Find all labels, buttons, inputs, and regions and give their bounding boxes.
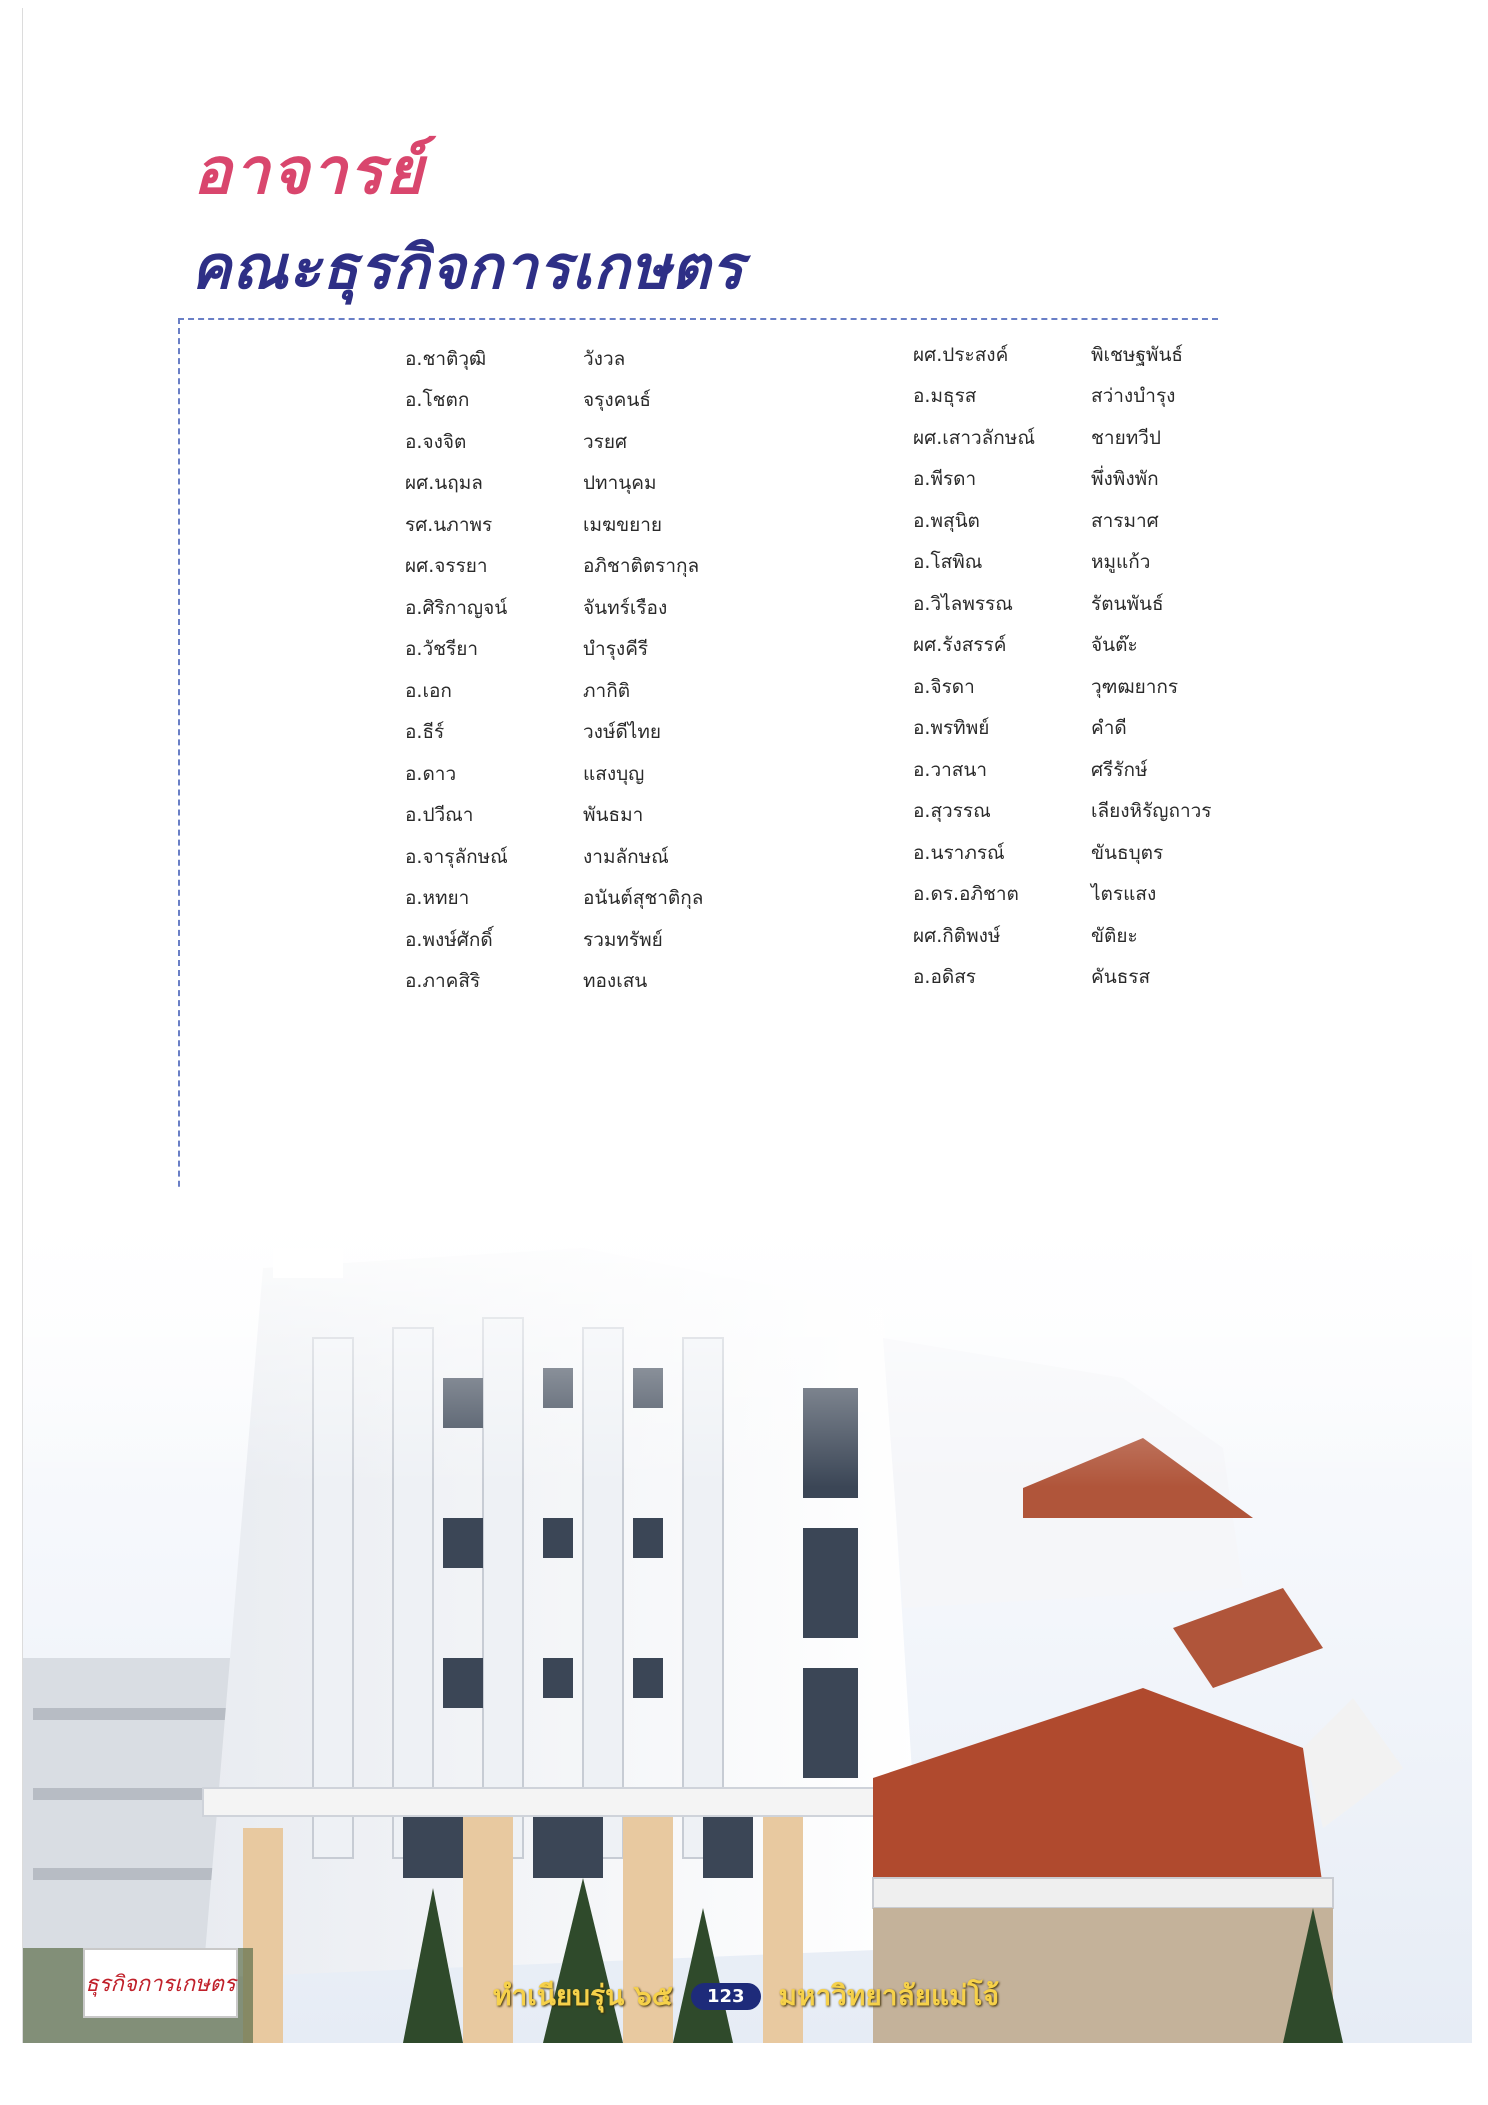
footer-class-label: ทำเนียบรุ่น ๖๕ <box>493 1979 673 2012</box>
staff-last-name: ปทานุคม <box>583 472 657 495</box>
staff-row <box>405 961 783 1003</box>
staff-last-name: งามลักษณ์ <box>583 845 669 868</box>
staff-row <box>405 878 783 920</box>
staff-last-name: ทองเสน <box>583 970 648 993</box>
staff-last-name: สว่างบำรุง <box>1091 385 1176 408</box>
building-photo <box>23 1188 1472 2043</box>
staff-row <box>913 915 1291 957</box>
staff-last-name: ศรีรักษ์ <box>1091 758 1148 781</box>
staff-row <box>405 712 783 754</box>
staff-first-name: ผศ.เสาวลักษณ์ <box>913 426 1035 449</box>
staff-last-name: วรยศ <box>583 430 628 453</box>
staff-first-name: อ.ภาคสิริ <box>405 970 481 993</box>
footer-university-label: มหาวิทยาลัยแม่โจ้ <box>778 1979 1000 2012</box>
staff-last-name: วังวล <box>583 347 626 370</box>
staff-row <box>913 708 1291 750</box>
staff-first-name: อ.เอก <box>405 679 452 702</box>
staff-last-name: เมฆขยาย <box>583 513 663 536</box>
staff-first-name: อ.ดาว <box>405 762 457 785</box>
staff-row <box>405 421 783 463</box>
staff-row <box>913 459 1291 501</box>
staff-first-name: ผศ.จรรยา <box>405 555 488 578</box>
staff-row <box>913 625 1291 667</box>
staff-row <box>913 542 1291 584</box>
staff-last-name: จรุงคนธ์ <box>583 389 651 412</box>
staff-first-name: ผศ.นฤมล <box>405 472 483 495</box>
staff-row <box>405 587 783 629</box>
staff-last-name: อนันต์สุชาติกุล <box>583 887 704 910</box>
staff-first-name: อ.ดร.อภิชาต <box>913 883 1019 906</box>
staff-last-name: บำรุงคีรี <box>583 638 649 661</box>
staff-row <box>405 546 783 588</box>
staff-first-name: อ.โสพิณ <box>913 551 983 574</box>
staff-first-name: อ.จารุลักษณ์ <box>405 845 508 868</box>
staff-first-name: รศ.นภาพร <box>405 513 493 536</box>
staff-row <box>405 795 783 837</box>
staff-row <box>405 836 783 878</box>
staff-first-name: อ.อดิสร <box>913 966 977 989</box>
staff-row <box>405 919 783 961</box>
staff-first-name: อ.ชาติวุฒิ <box>405 347 487 370</box>
staff-last-name: รวมทรัพย์ <box>583 928 663 951</box>
staff-list-right <box>913 334 1291 998</box>
staff-first-name: อ.ธีร์ <box>405 721 445 744</box>
staff-first-name: ผศ.ประสงค์ <box>913 343 1009 366</box>
staff-list-left <box>405 338 783 1002</box>
staff-last-name: ขันธบุตร <box>1091 841 1164 864</box>
staff-last-name: ไตรแสง <box>1091 883 1157 906</box>
staff-first-name: อ.วิไลพรรณ <box>913 592 1013 615</box>
page-number-badge: 123 <box>691 1983 761 2010</box>
staff-last-name: แสงบุญ <box>583 762 645 785</box>
staff-row <box>913 791 1291 833</box>
staff-first-name: อ.พรทิพย์ <box>913 717 990 740</box>
staff-row <box>405 338 783 380</box>
staff-last-name: หมูแก้ว <box>1091 551 1151 574</box>
page-title-line1: อาจารย์ <box>193 134 425 209</box>
staff-row <box>405 670 783 712</box>
staff-last-name: พึ่งพิงพัก <box>1091 468 1159 491</box>
staff-first-name: อ.พีรดา <box>913 468 977 491</box>
staff-row <box>913 832 1291 874</box>
faculty-sign: ธุรกิจการเกษตร <box>83 1948 238 2018</box>
staff-first-name: ผศ.รังสรรค์ <box>913 634 1007 657</box>
staff-row <box>913 334 1291 376</box>
staff-first-name: อ.วาสนา <box>913 758 988 781</box>
staff-last-name: วงษ์ดีไทย <box>583 721 662 744</box>
staff-last-name: คันธรส <box>1091 966 1151 989</box>
staff-first-name: อ.นราภรณ์ <box>913 841 1005 864</box>
staff-last-name: พิเชษฐพันธ์ <box>1091 343 1184 366</box>
staff-row <box>913 583 1291 625</box>
staff-last-name: วุฑฒยากร <box>1091 675 1179 698</box>
staff-last-name: พันธมา <box>583 804 644 827</box>
staff-row <box>913 666 1291 708</box>
staff-first-name: ผศ.กิติพงษ์ <box>913 924 1001 947</box>
staff-last-name: ภากิติ <box>583 679 631 702</box>
staff-first-name: อ.จิรดา <box>913 675 975 698</box>
staff-row <box>913 874 1291 916</box>
staff-row <box>913 957 1291 999</box>
staff-last-name: จันต๊ะ <box>1091 634 1138 657</box>
staff-row <box>405 753 783 795</box>
staff-last-name: ขัติยะ <box>1091 924 1138 947</box>
staff-first-name: อ.สุวรรณ <box>913 800 991 823</box>
staff-first-name: อ.หทยา <box>405 887 470 910</box>
staff-first-name: อ.ปวีณา <box>405 804 474 827</box>
staff-first-name: อ.จงจิต <box>405 430 467 453</box>
staff-row <box>405 504 783 546</box>
staff-last-name: เลียงหิรัญถาวร <box>1091 800 1212 823</box>
staff-row <box>913 376 1291 418</box>
staff-row <box>405 629 783 671</box>
staff-row <box>913 500 1291 542</box>
staff-first-name: อ.พงษ์ศักดิ์ <box>405 928 493 951</box>
dashed-divider-horizontal <box>178 318 1218 320</box>
page-title-line2: คณะธุรกิจการเกษตร <box>191 233 745 303</box>
staff-last-name: ชายทวีป <box>1091 426 1161 449</box>
staff-last-name: รัตนพันธ์ <box>1091 592 1164 615</box>
staff-last-name: สารมาศ <box>1091 509 1159 532</box>
staff-last-name: คำดี <box>1091 717 1127 740</box>
staff-first-name: อ.มธุรส <box>913 385 977 408</box>
staff-row <box>405 380 783 422</box>
staff-row <box>913 749 1291 791</box>
staff-row <box>913 417 1291 459</box>
staff-first-name: อ.โชตก <box>405 389 470 412</box>
page-footer <box>493 1973 999 2019</box>
yearbook-page <box>22 8 1472 2043</box>
staff-first-name: อ.ศิริกาญจน์ <box>405 596 508 619</box>
staff-row <box>405 463 783 505</box>
staff-last-name: อภิชาติตรากุล <box>583 555 700 578</box>
staff-first-name: อ.วัชรียา <box>405 638 479 661</box>
staff-last-name: จันทร์เรือง <box>583 596 668 619</box>
staff-first-name: อ.พสุนิต <box>913 509 980 532</box>
